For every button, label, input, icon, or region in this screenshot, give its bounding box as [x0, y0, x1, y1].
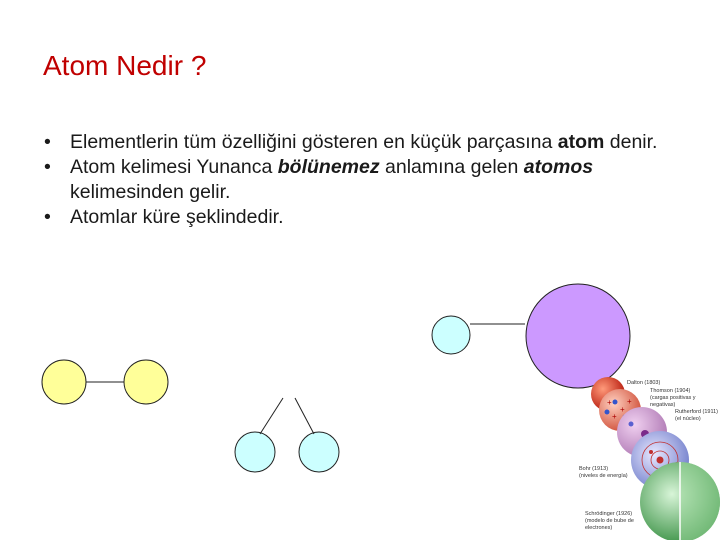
label-thomson-line: negativas)	[650, 402, 676, 408]
text-run: kelimesinden gelir.	[70, 181, 231, 203]
svg-text:+: +	[607, 398, 612, 407]
label-dalton: Dalton (1803)	[627, 380, 661, 386]
cyan-sphere	[235, 432, 275, 472]
svg-text:+: +	[612, 412, 617, 421]
yellow-sphere	[42, 360, 86, 404]
svg-text:+: +	[627, 397, 632, 406]
label-schrodinger: Schrödinger (1926)	[585, 511, 633, 517]
label-rutherford: Rutherford (1911)	[675, 409, 719, 415]
label-thomson-line: (cargas positivas y	[650, 395, 696, 401]
cyan-sphere	[432, 316, 470, 354]
bullet-marker: •	[44, 156, 51, 178]
text-run: anlamına gelen	[379, 156, 524, 178]
yellow-sphere	[124, 360, 168, 404]
bullet-marker: •	[44, 131, 51, 153]
bullet-marker: •	[44, 206, 51, 228]
label-schrodinger-line: electrones)	[585, 525, 613, 531]
split-line	[260, 398, 283, 434]
emphasis-atom: atom	[557, 131, 605, 153]
label-schrodinger-line: (modelo de bube de	[585, 518, 634, 524]
label-thomson: Thomson (1904)	[650, 388, 691, 394]
yellow-sphere-pair	[42, 360, 168, 404]
cyan-sphere	[299, 432, 339, 472]
emphasis-bolunemez: bölünemez	[277, 156, 380, 178]
slide-title: Atom Nedir ?	[43, 50, 207, 81]
bullet-text: Atomlar küre şeklindedir.	[70, 206, 284, 228]
text-run: denir.	[604, 131, 658, 153]
atom-models-image	[565, 372, 720, 540]
label-rutherford-line: (el núcleo)	[675, 416, 701, 422]
emphasis-atomos: atomos	[523, 156, 594, 178]
svg-text:+: +	[620, 405, 625, 414]
label-bohr-line: (niveles de energía)	[579, 473, 628, 479]
schrodinger-model	[640, 462, 720, 540]
split-line	[295, 398, 314, 434]
text-run: Elementlerin tüm özelliğini gösteren en küçük parçasına	[70, 131, 558, 153]
label-bohr: Bohr (1913)	[579, 466, 609, 472]
text-run: Atom kelimesi Yunanca	[70, 156, 278, 178]
cyan-sphere-pair	[235, 398, 339, 472]
